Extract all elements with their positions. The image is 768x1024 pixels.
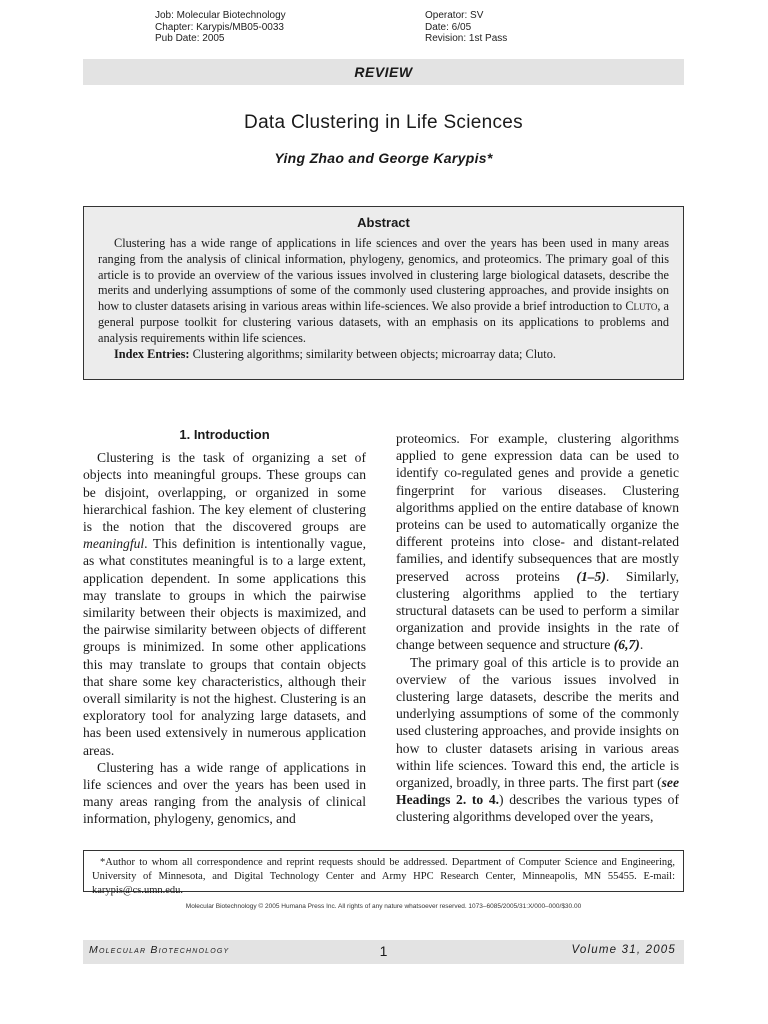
job-line: Job: Molecular Biotechnology: [155, 10, 286, 21]
author-footnote: [83, 850, 684, 896]
copyright-line: Molecular Biotechnology © 2005 Humana Press Inc. All rights of any nature whatsoever reserved. 1073–6085/2005/31:X/000–000/$30.00: [185, 903, 582, 910]
footnote-text: *Author to whom all correspondence and reprint requests should be addressed. Department of Computer Science and Engineering, University of Minnesota, and Digital Technology Center and Army HPC Research Center, Minneapolis, MN 55455. E-mail: karypis@cs.umn.edu.: [92, 857, 675, 896]
intro-paragraph-2: Clustering has a wide range of applications in life sciences and over the years has been used in many areas ranging from the analysis of clinical information, phylogeny, genomics, and: [83, 759, 366, 827]
reference-1-5: (1–5): [576, 568, 606, 584]
abstract-heading: Abstract: [357, 215, 410, 230]
review-banner: [83, 59, 684, 85]
intro-paragraph-1: [83, 449, 366, 759]
abstract-text-part1: Clustering has a wide range of applications in life sciences and over the years has been used in many areas ranging from the analysis of clinical information, phylogeny, genomics, and proteomics. The primary goal of this article is to provide an overview of the various issues involved in clustering large biological datasets, describe the merits and underlying assumptions of some of the commonly used clustering approaches, and provide insights on how to cluster datasets arising in various areas within life-sciences. We also provide a brief introduction to: [98, 236, 669, 314]
index-entries-text: Clustering algorithms; similarity between objects; microarray data; Cluto.: [189, 346, 556, 361]
page-footer: [83, 940, 684, 964]
footer-journal-name: Molecular Biotechnology: [89, 944, 230, 956]
intro-p2c-part1: proteomics. For example, clustering algorithms applied to gene expression data can be used to identify co-regulated genes and provide a genetic fingerprint for various diseases. Clustering algorithms applied on the entire database of known proteins can be used to automatically organize the different proteins into close- and distant-related families, and identify subsequences that are mostly preserved across proteins: [396, 431, 679, 584]
section-heading-introduction: 1. Introduction: [179, 427, 270, 442]
index-entries: [98, 347, 669, 363]
revision-line: Revision: 1st Pass: [425, 33, 508, 44]
headings-reference: Headings 2. to 4.: [396, 792, 500, 808]
intro-p1-emphasis: meaningful: [83, 536, 145, 552]
header-meta-right: [425, 10, 507, 45]
footer-volume: Volume 31, 2005: [571, 944, 676, 956]
reference-6-7: (6,7): [613, 637, 640, 653]
intro-paragraph-2-continued: [396, 430, 679, 654]
intro-paragraph-3: [396, 654, 679, 826]
banner-label: REVIEW: [354, 64, 413, 80]
chapter-line: Chapter: Karypis/MB05-0033: [155, 21, 284, 33]
intro-p2c-part3: .: [639, 637, 644, 653]
intro-p1-part2: . This definition is intentionally vague, as what constitutes meaningful is to a large extent, application dependent. In some applications this may translate to groups in which the pairwise similarity between their objects is maximized, and the pairwise similarity between objects of different groups is minimized. In some other applications this may translate to groups that contain objects that share some key characteristics, although their overall similarity is not the highest. Clustering is an exploratory tool for analyzing large datasets, and has been used extensively in numerous application areas.: [83, 536, 366, 758]
see-word: see: [661, 775, 679, 791]
intro-p1-part1: Clustering is the task of organizing a set of objects into meaningful groups. These groups can be disjoint, overlapping, or organized in some hierarchical fashion. The key element of clustering is the notion that the discovered groups are: [83, 450, 366, 535]
intro-p3-part1: The primary goal of this article is to provide an overview of the various issues involved in clustering large datasets, describe the merits and underlying assumptions of some of the commonly used clustering approaches, and provide insights on how to cluster datasets arising in various areas within life sciences. Toward this end, the article is organized, broadly, in three parts. The first part (: [396, 654, 679, 791]
left-column: [83, 426, 366, 828]
intro-p2c-part2: . Similarly, clustering algorithms applied to the tertiary structural datasets can be used to perform a similar organization and provide insights in the rate of change between sequence and structure: [396, 568, 679, 653]
abstract-text: [98, 236, 669, 347]
right-column: [396, 430, 679, 826]
abstract-box: [83, 206, 684, 380]
index-entries-label: Index Entries:: [114, 346, 190, 361]
article-authors: Ying Zhao and George Karypis*: [274, 150, 493, 166]
abstract-text-part2: , a general purpose toolkit for clustering various datasets, with an emphasis on its applications to problems and analysis requirements within life sciences.: [98, 299, 670, 345]
pub-date-line: Pub Date: 2005: [155, 33, 225, 44]
header-meta-left: [155, 10, 286, 45]
date-line: Date: 6/05: [425, 21, 472, 33]
operator-line: Operator: SV: [425, 10, 484, 21]
cluto-name: Cluto: [625, 299, 658, 314]
article-title: Data Clustering in Life Sciences: [244, 112, 523, 133]
page-number: 1: [379, 943, 388, 959]
intro-p3-part2: ) describes the various types of clustering algorithms developed over the years,: [396, 792, 679, 825]
